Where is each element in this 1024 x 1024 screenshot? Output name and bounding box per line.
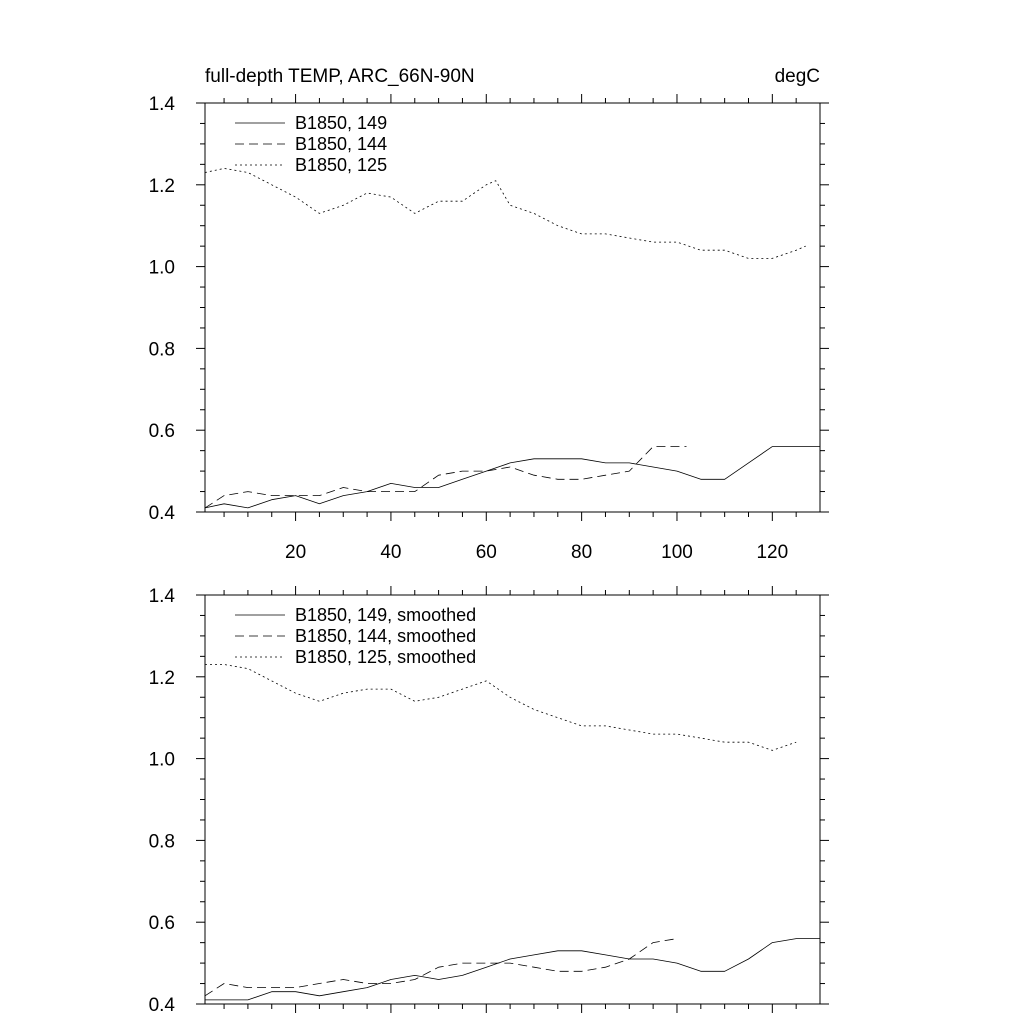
- legend-label: B1850, 144, smoothed: [295, 626, 477, 646]
- series-line-1: [205, 447, 820, 508]
- y-tick-label: 1.2: [148, 175, 175, 197]
- top-panel: [149, 66, 829, 563]
- y-tick-label: 0.8: [148, 339, 175, 361]
- y-tick-label: 1.2: [148, 667, 175, 689]
- x-tick-label: 20: [285, 542, 307, 563]
- series-line-2: [205, 939, 677, 996]
- legend-label: B1850, 149, smoothed: [295, 605, 477, 625]
- y-tick-label: 0.4: [148, 995, 175, 1016]
- legend-label: B1850, 125: [295, 155, 388, 175]
- bottom-panel: [149, 586, 829, 1016]
- legend-label: B1850, 149: [295, 113, 388, 133]
- series-line-3: [205, 665, 796, 751]
- y-tick-label: 0.6: [148, 421, 175, 443]
- series-line-1: [205, 939, 820, 1000]
- y-tick-label: 1.0: [148, 749, 175, 771]
- x-tick-label: 60: [475, 542, 497, 563]
- legend-label: B1850, 144: [295, 134, 388, 154]
- y-tick-label: 0.8: [148, 831, 175, 853]
- legend-label: B1850, 125, smoothed: [295, 647, 477, 667]
- series-line-3: [205, 168, 806, 258]
- y-tick-label: 0.6: [148, 913, 175, 935]
- y-tick-label: 1.4: [148, 94, 175, 115]
- panel-units: degC: [774, 66, 820, 87]
- y-tick-label: 1.4: [148, 586, 175, 607]
- x-tick-label: 120: [756, 542, 789, 563]
- x-tick-label: 40: [380, 542, 402, 563]
- x-tick-label: 100: [661, 542, 693, 563]
- panel-title: full-depth TEMP, ARC_66N-90N: [205, 66, 475, 87]
- y-tick-label: 1.0: [148, 257, 175, 279]
- x-tick-label: 80: [571, 542, 593, 563]
- y-tick-label: 0.4: [148, 503, 175, 524]
